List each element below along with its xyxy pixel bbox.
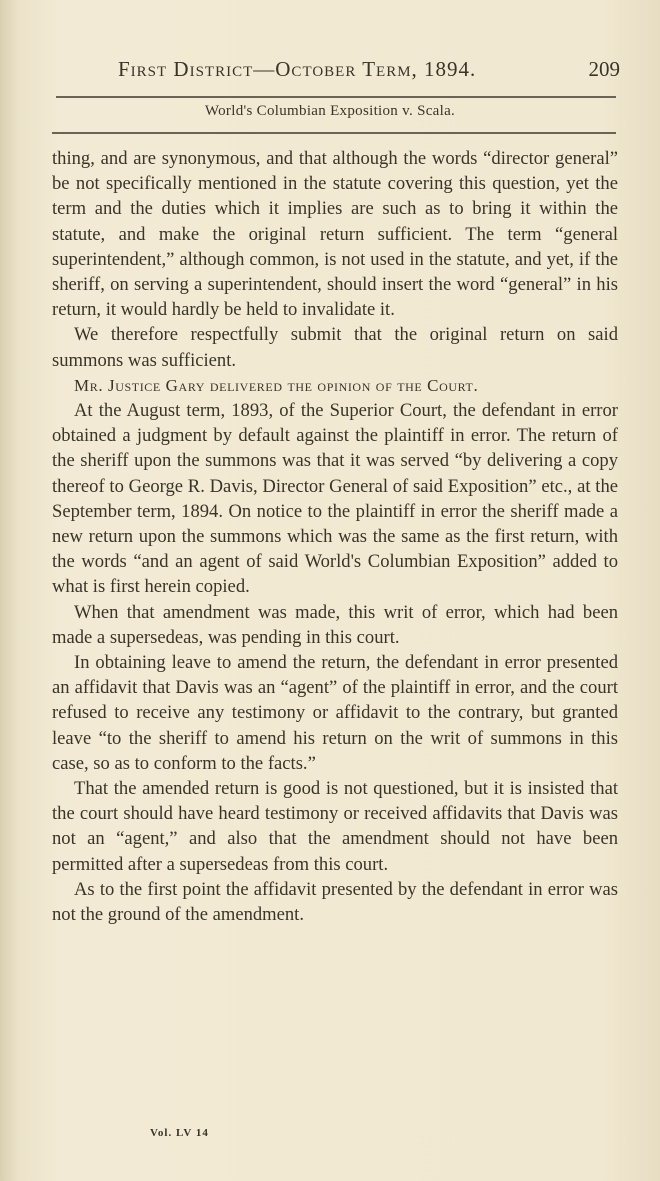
opinion-paragraph: At the August term, 1893, of the Superior Court, the defendant in error obtained a judgment by default against the plaintiff in error. The return of the sheriff upon the summons was that it was served “by delivering a copy thereof to George R. Davis, Director General of said Exposition” etc., at the September term, 1894. On notice to the plaintiff in error the sheriff made a new return upon the summons which was the same as the first return, with the words “and an agent of said World's Columbian Exposition” added to what is first herein copied. <box>52 400 618 598</box>
signature-mark: Vol. LV 14 <box>150 1127 209 1139</box>
opinion-paragraph: That the amended return is good is not questioned, but it is insisted that the court should have heard testimony or received affidavits that Davis was not an “agent,” and also that the amendment should not have been permitted after a supersedeas from this court. <box>52 778 618 875</box>
body-text <box>52 146 618 927</box>
case-title: World's Columbian Exposition v. Scala. <box>204 103 456 119</box>
opinion-paragraph: As to the first point the affidavit presented by the defendant in error was not the ground of the amendment. <box>52 878 618 926</box>
running-title: First District—October Term, 1894. <box>118 57 477 81</box>
paragraph-brief-conclusion: We therefore respectfully submit that the original return on said summons was sufficient. <box>52 324 618 371</box>
header-rule-top <box>56 96 616 98</box>
opinion-heading: Mr. Justice Gary delivered the opinion of the Court. <box>74 375 479 395</box>
paragraph-brief-continuation: thing, and are synonymous, and that although the words “director general” be not specifically mentioned in the statute covering this question, yet the term and the duties which it implies are such as to bring it within the statute, and make the original return sufficient. The term “general superintendent,” although common, is not used in the statute, and yet, if the sheriff, on serving a superintendent, should insert the word “general” in his return, it would hardly be held to invalidate it. <box>52 148 618 321</box>
page-header <box>0 57 660 87</box>
opinion-paragraph: When that amendment was made, this writ of error, which had been made a supersedeas, was pending in this court. <box>52 601 618 648</box>
page-number: 209 <box>588 57 620 81</box>
opinion-paragraph: In obtaining leave to amend the return, the defendant in error presented an affidavit that Davis was an “agent” of the plaintiff in error, and the court refused to receive any testimony or affidavit to the contrary, but granted leave “to the sheriff to amend his return on the writ of summons in this case, so as to conform to the facts.” <box>52 652 618 774</box>
header-rule-bottom <box>52 132 616 134</box>
